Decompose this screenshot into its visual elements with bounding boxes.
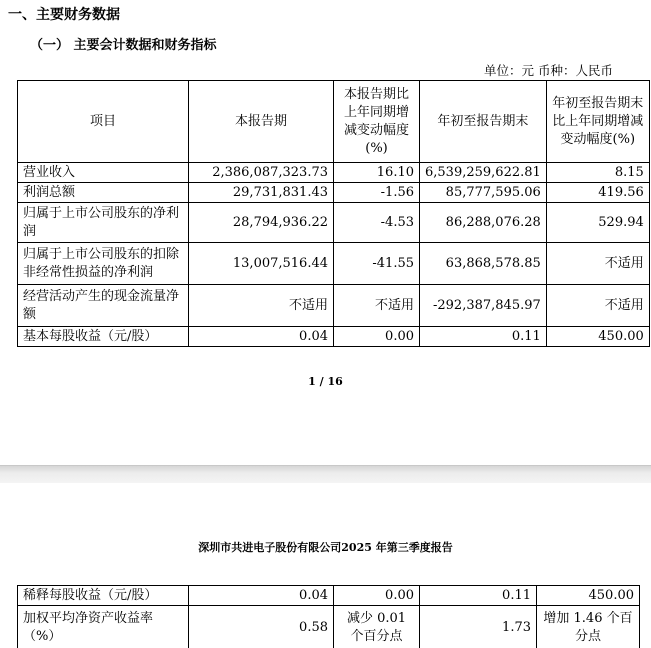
page-number: 1 / 16 [308,375,343,388]
financial-data-table-continued [17,585,640,648]
subsection-title: （一） 主要会计数据和财务指标 [30,38,217,53]
financial-data-table [17,80,650,347]
row-change: 16.10 [334,163,420,183]
row-change: 0.00 [334,327,420,347]
header-item: 项目 [18,81,189,163]
row-ytd: 63,868,578.85 [420,243,547,285]
row-item: 经营活动产生的现金流量净额 [18,285,189,327]
row-ytd: 1.73 [420,606,537,648]
unit-note: 单位：元 币种：人民币 [484,63,613,78]
section-title: 一、主要财务数据 [8,7,120,23]
row-ytd-change: 450.00 [537,586,640,606]
row-current: 0.04 [189,586,334,606]
header-ytd: 年初至报告期末 [420,81,547,163]
row-item: 稀释每股收益（元/股） [18,586,189,606]
table-row [18,183,650,203]
row-item: 归属于上市公司股东的净利润 [18,203,189,243]
row-item: 归属于上市公司股东的扣除非经常性损益的净利润 [18,243,189,285]
table-header-row [18,81,650,163]
row-current: 29,731,831.43 [189,183,334,203]
row-current: 2,386,087,323.73 [189,163,334,183]
row-current: 0.04 [189,327,334,347]
header-current-period: 本报告期 [189,81,334,163]
row-current: 28,794,936.22 [189,203,334,243]
page-separator [0,465,651,483]
table-row [18,243,650,285]
row-change: -1.56 [334,183,420,203]
row-ytd: -292,387,845.97 [420,285,547,327]
running-header: 深圳市共进电子股份有限公司2025 年第三季度报告 [198,541,453,554]
row-change: 减少 0.01 个百分点 [334,606,420,648]
row-ytd-change: 增加 1.46 个百分点 [537,606,640,648]
table-row [18,606,640,648]
row-item: 利润总额 [18,183,189,203]
table-row [18,163,650,183]
row-item: 营业收入 [18,163,189,183]
table-row [18,586,640,606]
row-ytd: 0.11 [420,327,547,347]
row-change: 不适用 [334,285,420,327]
row-ytd-change: 450.00 [546,327,649,347]
row-current: 不适用 [189,285,334,327]
row-ytd: 85,777,595.06 [420,183,547,203]
row-current: 0.58 [189,606,334,648]
header-change: 本报告期比上年同期增减变动幅度(%) [334,81,420,163]
row-ytd: 0.11 [420,586,537,606]
row-item: 基本每股收益（元/股） [18,327,189,347]
row-change: -41.55 [334,243,420,285]
row-ytd-change: 8.15 [546,163,649,183]
row-change: 0.00 [334,586,420,606]
row-ytd: 86,288,076.28 [420,203,547,243]
row-ytd-change: 不适用 [546,243,649,285]
row-ytd-change: 529.94 [546,203,649,243]
row-ytd-change: 419.56 [546,183,649,203]
table-row [18,285,650,327]
table-row [18,327,650,347]
header-ytd-change: 年初至报告期末比上年同期增减变动幅度(%) [546,81,649,163]
row-ytd-change: 不适用 [546,285,649,327]
row-ytd: 6,539,259,622.81 [420,163,547,183]
table-row [18,203,650,243]
row-change: -4.53 [334,203,420,243]
row-item: 加权平均净资产收益率（%） [18,606,189,648]
row-current: 13,007,516.44 [189,243,334,285]
